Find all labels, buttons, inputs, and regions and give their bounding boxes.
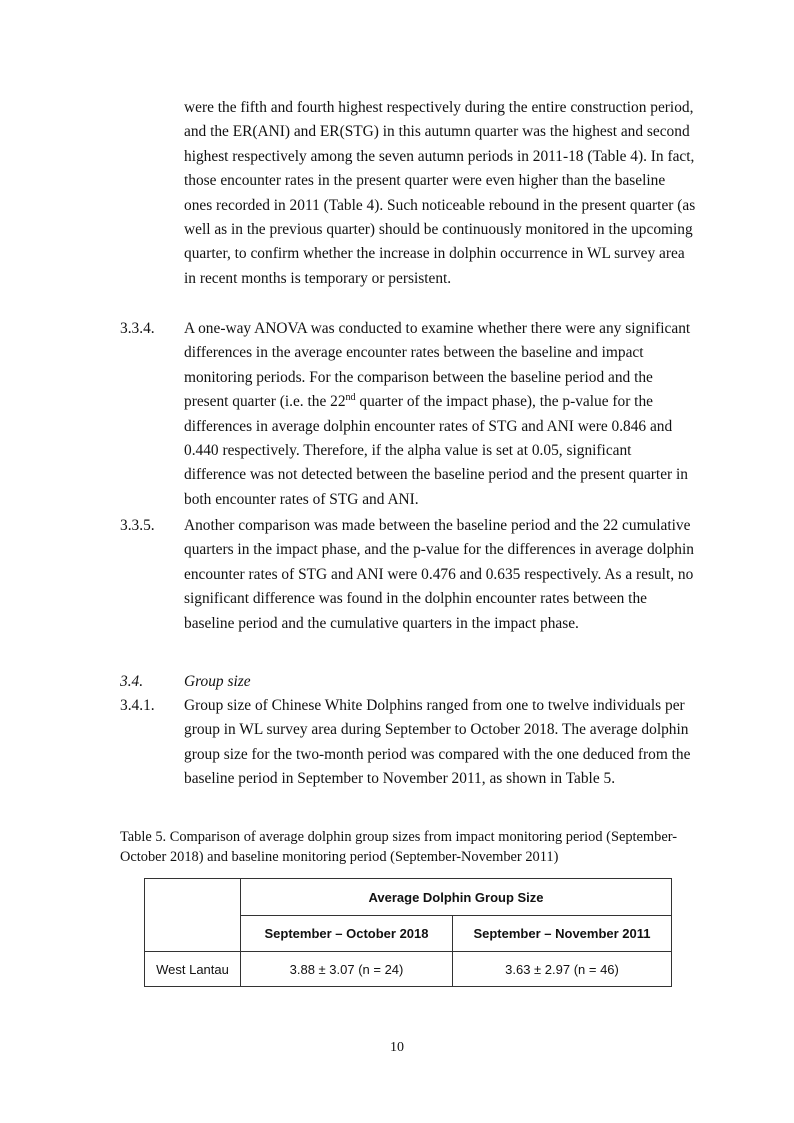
section-number-3-3-5: 3.3.5. <box>120 517 155 534</box>
table-cell-val2: 3.63 ± 2.97 (n = 46) <box>453 952 672 987</box>
paragraph-continuation: were the fifth and fourth highest respectively during the entire construction period, and the ER(ANI) and ER(STG) in this autumn quarter was the highest and second highest respectively among the seven autumn periods in 2011-18 (Table 4). In fact, those encounter rates in the present quarter were even higher than the baseline ones recorded in 2011 (Table 4). Such noticeable rebound in the present quarter (as well as in the previous quarter) should be continuously monitored in the upcoming quarter, to confirm whether the increase in dolphin occurrence in WL survey area in recent months is temporary or persistent. <box>184 99 696 287</box>
table-header-main: Average Dolphin Group Size <box>241 879 672 916</box>
table-row <box>145 952 672 987</box>
table-cell-val1: 3.88 ± 3.07 (n = 24) <box>241 952 453 987</box>
table-header-col2: September – November 2011 <box>453 916 672 952</box>
group-size-table <box>144 878 672 987</box>
ordinal-superscript: nd <box>345 392 356 404</box>
table-empty-corner <box>145 879 241 952</box>
paragraph-3-3-4-part-a: A one-way ANOVA was conducted to examine whether there were any significant differences in the average encounter rates between the baseline and impact monitoring periods. For the comparison between the baseline period and the present quarter (i.e. the 22 <box>184 320 691 411</box>
page-number: 10 <box>390 1040 404 1055</box>
section-number-3-4-1: 3.4.1. <box>120 697 155 714</box>
section-number-3-3-4: 3.3.4. <box>120 320 155 337</box>
paragraph-3-3-4 <box>184 317 696 512</box>
section-number-3-4: 3.4. <box>120 673 144 690</box>
table-row-label: West Lantau <box>145 952 241 987</box>
table-caption: Table 5. Comparison of average dolphin group sizes from impact monitoring period (September-October 2018) and baseline monitoring period (September-November 2011) <box>120 829 677 865</box>
section-title-group-size: Group size <box>184 673 251 690</box>
paragraph-3-3-5: Another comparison was made between the baseline period and the 22 cumulative quarters in the impact phase, and the p-value for the differences in average dolphin encounter rates of STG and ANI were 0.476 and 0.635 respectively. As a result, no significant difference was found in the dolphin encounter rates between the baseline period and the cumulative quarters in the impact phase. <box>184 517 694 632</box>
table-header-col1: September – October 2018 <box>241 916 453 952</box>
paragraph-3-3-4-part-b: quarter of the impact phase), the p-value for the differences in average dolphin encounter rates of STG and ANI were 0.846 and 0.440 respectively. Therefore, if the alpha value is set at 0.05, significant difference was not detected between the baseline period and the present quarter in both encounter rates of STG and ANI. <box>184 393 688 508</box>
paragraph-3-4-1: Group size of Chinese White Dolphins ranged from one to twelve individuals per group in WL survey area during September to October 2018. The average dolphin group size for the two-month period was compared with the one deduced from the baseline period in September to November 2011, as shown in Table 5. <box>184 697 691 788</box>
